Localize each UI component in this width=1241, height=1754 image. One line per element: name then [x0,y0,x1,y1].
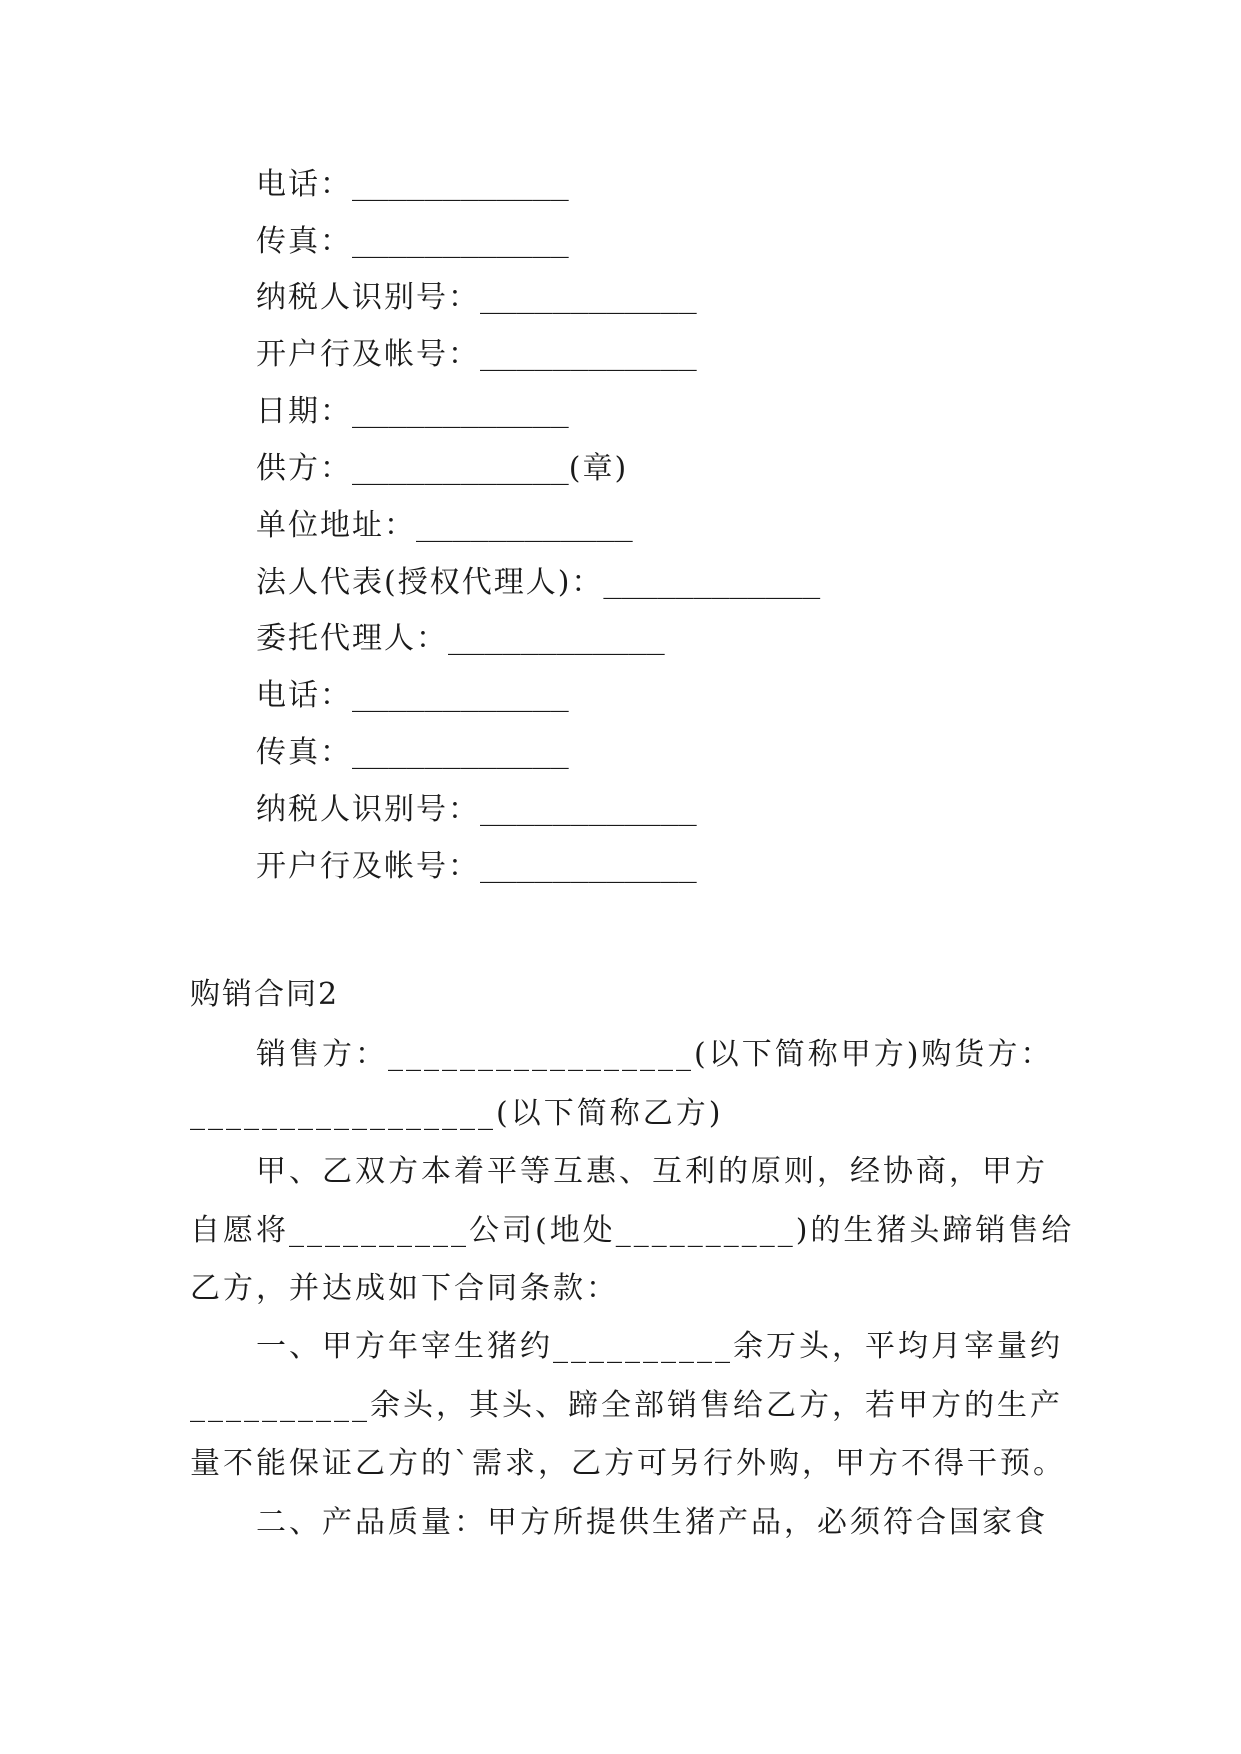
field-blank: ____________ [352,394,569,429]
field-label: 日期： [256,394,352,429]
field-label: 传真： [256,735,352,770]
field-label: 电话： [256,678,352,713]
field-blank: ____________ [480,337,697,372]
section-title: 购销合同2 [190,977,340,1012]
paragraph-line: 量不能保证乙方的`需求，乙方可另行外购，甲方不得干预。 [190,1446,1066,1481]
field-fax-2 [256,733,569,773]
paragraph-line: 二、产品质量：甲方所提供生猪产品，必须符合国家食 [190,1505,1048,1540]
paragraph-clause-2 [190,1494,1050,1553]
field-blank: ____________ [480,849,697,884]
field-label: 委托代理人： [256,621,448,656]
field-tax-id-1 [256,278,697,318]
field-label: 电话： [256,167,352,202]
paragraph-line: __________余头，其头、蹄全部销售给乙方，若甲方的生产 [190,1387,1063,1423]
paragraph-preamble [190,1143,1075,1319]
field-blank: ____________ [352,735,569,770]
field-bank-account-1 [256,335,697,375]
field-label: 纳税人识别号： [256,280,480,315]
field-blank: ____________ [352,678,569,713]
field-label: 开户行及帐号： [256,337,480,372]
field-blank: ____________ [352,167,569,202]
field-date [256,392,569,432]
field-blank: ____________ [448,621,665,656]
paragraph-line: 甲、乙双方本着平等互惠、互利的原则，经协商，甲方 [190,1154,1048,1189]
field-blank: ____________ [480,280,697,315]
field-bank-account-2 [256,847,697,887]
field-blank: ____________ [480,792,697,827]
field-unit-address [256,506,633,546]
field-label: 开户行及帐号： [256,849,480,884]
field-fax-1 [256,222,569,262]
field-tax-id-2 [256,790,697,830]
paragraph-line: 乙方，并达成如下合同条款： [190,1271,619,1306]
field-legal-representative [256,563,820,603]
field-supplier [256,449,628,489]
paragraph-clause-1 [190,1318,1066,1494]
field-blank: ____________ [416,508,633,543]
paragraph-line: 销售方：_________________(以下简称甲方)购货方： [190,1037,1054,1072]
field-label: 单位地址： [256,508,416,543]
field-blank: ____________ [352,224,569,259]
field-blank: ____________ [352,451,569,486]
field-label: 传真： [256,224,352,259]
field-phone-2 [256,676,569,716]
field-label: 纳税人识别号： [256,792,480,827]
field-label: 法人代表(授权代理人)： [256,565,604,600]
paragraph-line: _________________(以下简称乙方) [190,1095,724,1131]
field-blank: ____________ [603,565,821,600]
paragraph-parties [190,1026,1054,1143]
paragraph-line: 一、甲方年宰生猪约__________余万头，平均月宰量约 [190,1329,1063,1364]
field-authorized-agent [256,619,665,659]
field-suffix: (章) [568,451,629,486]
field-label: 供方： [256,451,352,486]
paragraph-line: 自愿将__________公司(地处__________)的生猪头蹄销售给 [190,1212,1075,1248]
field-phone-1 [256,165,569,205]
